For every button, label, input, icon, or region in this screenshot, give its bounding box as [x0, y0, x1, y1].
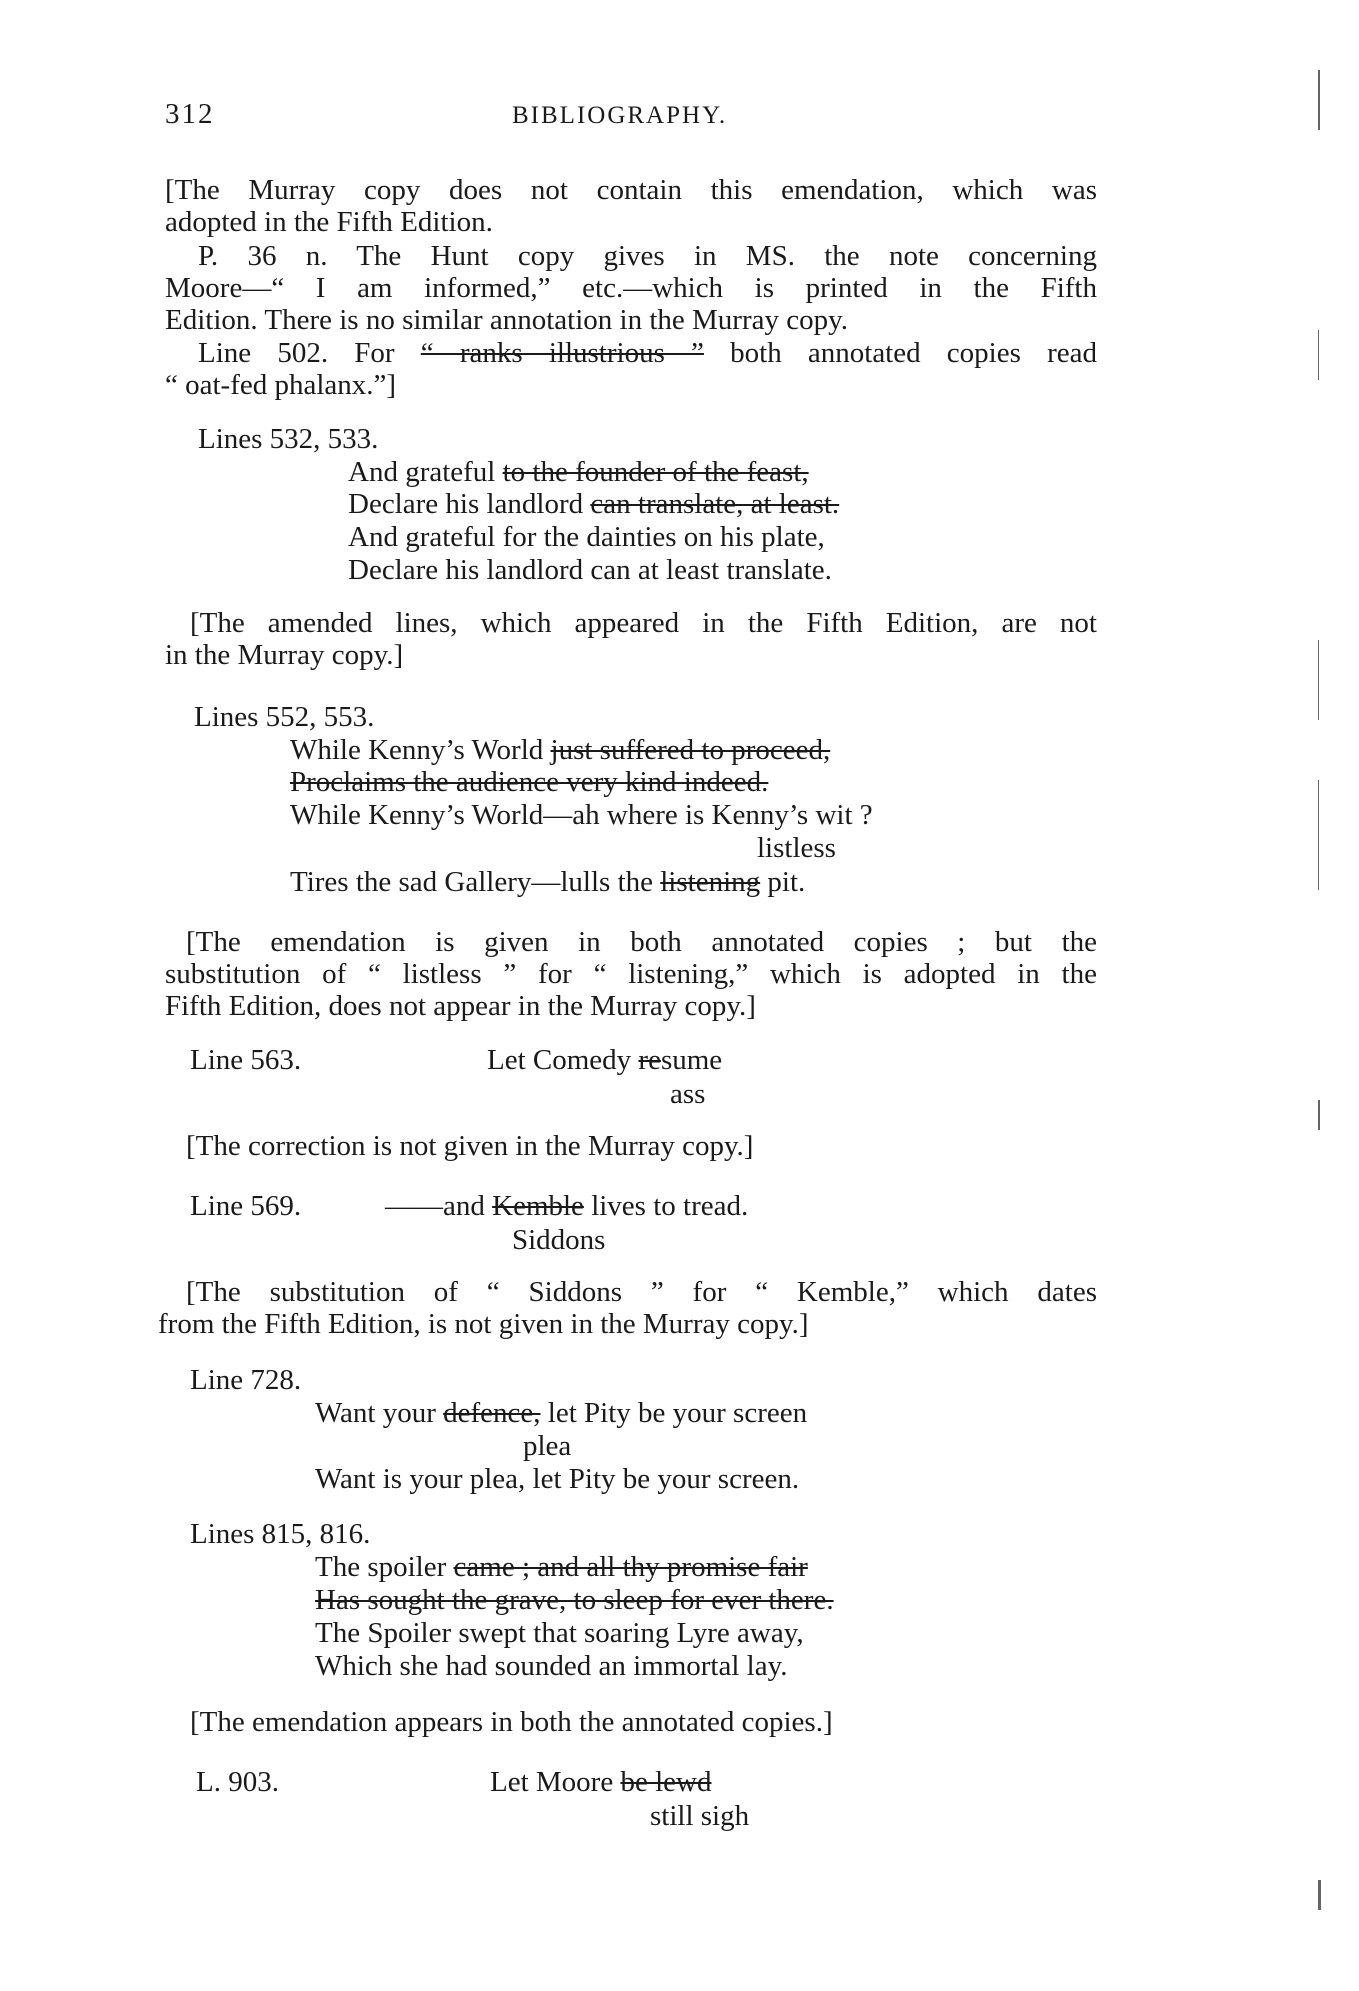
text-run: ——and [385, 1190, 493, 1222]
paragraph-line: [The amended lines, which appeared in the Fifth Edition, are not [190, 607, 1097, 639]
text-run: And grateful [348, 456, 503, 488]
running-title: BIBLIOGRAPHY. [512, 102, 728, 129]
struck-text: to the founder of the feast, [502, 456, 809, 488]
verse-line [348, 456, 809, 488]
interlinear-insertion: still sigh [650, 1800, 750, 1832]
section-label: Line 728. [190, 1364, 302, 1396]
verse-line: And grateful for the dainties on his plate, [348, 521, 825, 553]
text-run: The spoiler [315, 1551, 454, 1583]
paragraph-line: P. 36 n. The Hunt copy gives in MS. the note concerning [198, 240, 1097, 272]
paragraph-line: [The substitution of “ Siddons ” for “ Kemble,” which dates [186, 1276, 1097, 1308]
text-run: Line 502. For [198, 337, 421, 369]
verse-line [315, 1551, 808, 1583]
struck-text: Kemble [492, 1190, 584, 1222]
verse-line [487, 1044, 722, 1076]
section-label: Lines 532, 533. [198, 423, 379, 455]
text-run: Declare his landlord [348, 488, 591, 520]
struck-text: listening [660, 866, 761, 898]
section-label: Lines 815, 816. [190, 1518, 371, 1550]
verse-line-struck: Proclaims the audience very kind indeed. [290, 766, 769, 798]
section-label: Lines 552, 553. [194, 701, 375, 733]
paragraph-line: from the Fifth Edition, is not given in the Murray copy.] [158, 1308, 809, 1340]
verse-line [490, 1766, 711, 1798]
struck-text: can translate, at least. [590, 488, 840, 520]
verse-line: While Kenny’s World—ah where is Kenny’s wit ? [290, 799, 873, 831]
scan-edge-mark [1318, 780, 1319, 890]
paragraph-line: [The correction is not given in the Murray copy.] [186, 1130, 754, 1162]
text-run: both annotated copies read [703, 337, 1097, 369]
text-run: Let Comedy [487, 1044, 639, 1076]
interlinear-insertion: listless [757, 832, 836, 864]
text-run: let Pity be your screen [540, 1397, 808, 1429]
paragraph-line: Moore—“ I am informed,” etc.—which is printed in the Fifth [165, 272, 1097, 304]
page-number: 312 [165, 98, 215, 130]
text-run: lives to tread. [583, 1190, 749, 1222]
interlinear-insertion: Siddons [512, 1224, 606, 1256]
scan-edge-mark [1318, 640, 1319, 720]
paragraph-line: [The emendation is given in both annotated copies ; but the [186, 926, 1097, 958]
paragraph-line [198, 337, 1097, 369]
verse-line [290, 866, 805, 898]
verse-line: Want is your plea, let Pity be your screen. [315, 1463, 800, 1495]
scan-edge-mark [1318, 1880, 1321, 1910]
verse-line: Declare his landlord can at least translate. [348, 554, 832, 586]
verse-line: The Spoiler swept that soaring Lyre away, [315, 1617, 804, 1649]
struck-text: came ; and all thy promise fair [453, 1551, 808, 1583]
text-run: Let Moore [490, 1766, 621, 1798]
struck-text: defence, [443, 1397, 541, 1429]
struck-text: be lewd [620, 1766, 712, 1798]
paragraph-line: [The emendation appears in both the annotated copies.] [190, 1706, 833, 1738]
struck-text: just suffered to proceed, [550, 734, 831, 766]
text-run: Tires the sad Gallery—lulls the [290, 866, 661, 898]
verse-line-struck: Has sought the grave, to sleep for ever there. [315, 1584, 834, 1616]
verse-line: Which she had sounded an immortal lay. [315, 1650, 788, 1682]
paragraph-line: substitution of “ listless ” for “ listening,” which is adopted in the [165, 958, 1097, 990]
section-label: Line 563. [190, 1044, 302, 1076]
paragraph-line: “ oat-fed phalanx.”] [165, 369, 397, 401]
interlinear-insertion: plea [523, 1430, 572, 1462]
text-run: While Kenny’s World [290, 734, 551, 766]
scan-edge-mark [1318, 1100, 1320, 1130]
text-run: Want your [315, 1397, 444, 1429]
paragraph-line: [The Murray copy does not contain this emendation, which was [165, 174, 1097, 206]
text-run: sume [660, 1044, 723, 1076]
paragraph-line: Edition. There is no similar annotation in the Murray copy. [165, 304, 848, 336]
interlinear-insertion: ass [670, 1078, 706, 1110]
struck-text: “ ranks illustrious ” [420, 337, 704, 369]
section-label: L. 903. [196, 1766, 279, 1798]
paragraph-line: adopted in the Fifth Edition. [165, 206, 493, 238]
verse-line [348, 488, 839, 520]
paragraph-line: Fifth Edition, does not appear in the Murray copy.] [165, 990, 756, 1022]
scan-edge-mark [1318, 330, 1319, 380]
text-run: pit. [760, 866, 806, 898]
section-label: Line 569. [190, 1190, 302, 1222]
scan-edge-mark [1318, 70, 1320, 130]
verse-line [385, 1190, 748, 1222]
verse-line [315, 1397, 807, 1429]
paragraph-line: in the Murray copy.] [165, 639, 404, 671]
verse-line [290, 734, 830, 766]
struck-text: re [638, 1044, 661, 1076]
